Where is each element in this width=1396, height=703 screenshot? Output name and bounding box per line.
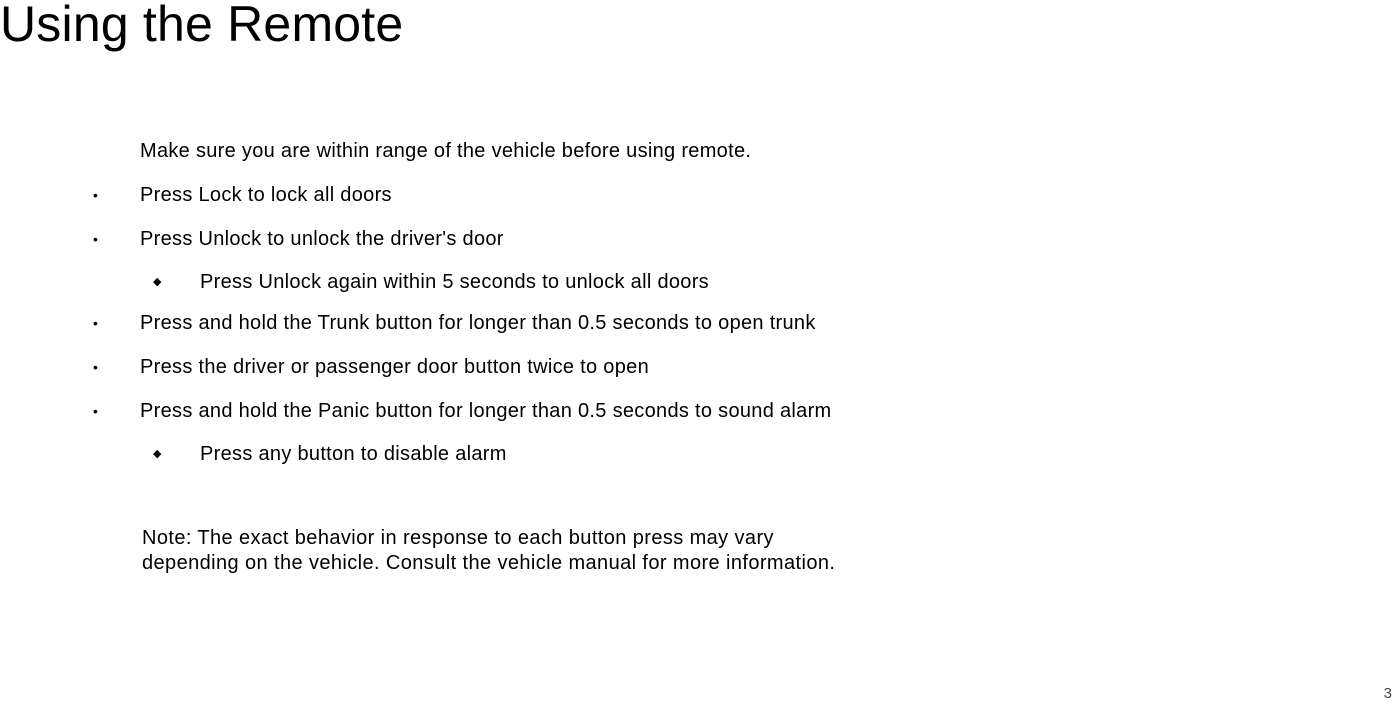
bullet-icon: • [93,315,99,331]
bullet-icon: • [93,403,99,419]
intro-text: Make sure you are within range of the vehicle before using remote. [140,140,752,162]
bullet-icon: • [93,231,99,247]
page-title: Using the Remote [0,0,404,52]
list-item [93,354,649,380]
sub-list-item [153,269,709,295]
diamond-bullet-icon: ◆ [153,448,162,460]
page-number: 3 [1383,685,1392,702]
list-item [93,310,816,336]
list-item [93,182,392,208]
note-line: depending on the vehicle. Consult the vehicle manual for more information. [142,552,836,574]
sub-list-item [153,441,507,467]
bullet-icon: • [93,359,99,375]
list-item-text: Press Unlock again within 5 seconds to unlock all doors [200,271,709,293]
list-item-text: Press any button to disable alarm [200,443,507,465]
bullet-icon: • [93,187,99,203]
list-item-text: Press Unlock to unlock the driver's door [140,228,504,250]
note-line: Note: The exact behavior in response to each button press may vary [142,527,774,549]
list-item [93,398,832,424]
note-text [142,526,835,576]
list-item-text: Press the driver or passenger door button twice to open [140,356,649,378]
list-item-text: Press and hold the Panic button for longer than 0.5 seconds to sound alarm [140,400,832,422]
list-item-text: Press and hold the Trunk button for longer than 0.5 seconds to open trunk [140,312,816,334]
diamond-bullet-icon: ◆ [153,276,162,288]
list-item [93,226,504,252]
list-item-text: Press Lock to lock all doors [140,184,392,206]
